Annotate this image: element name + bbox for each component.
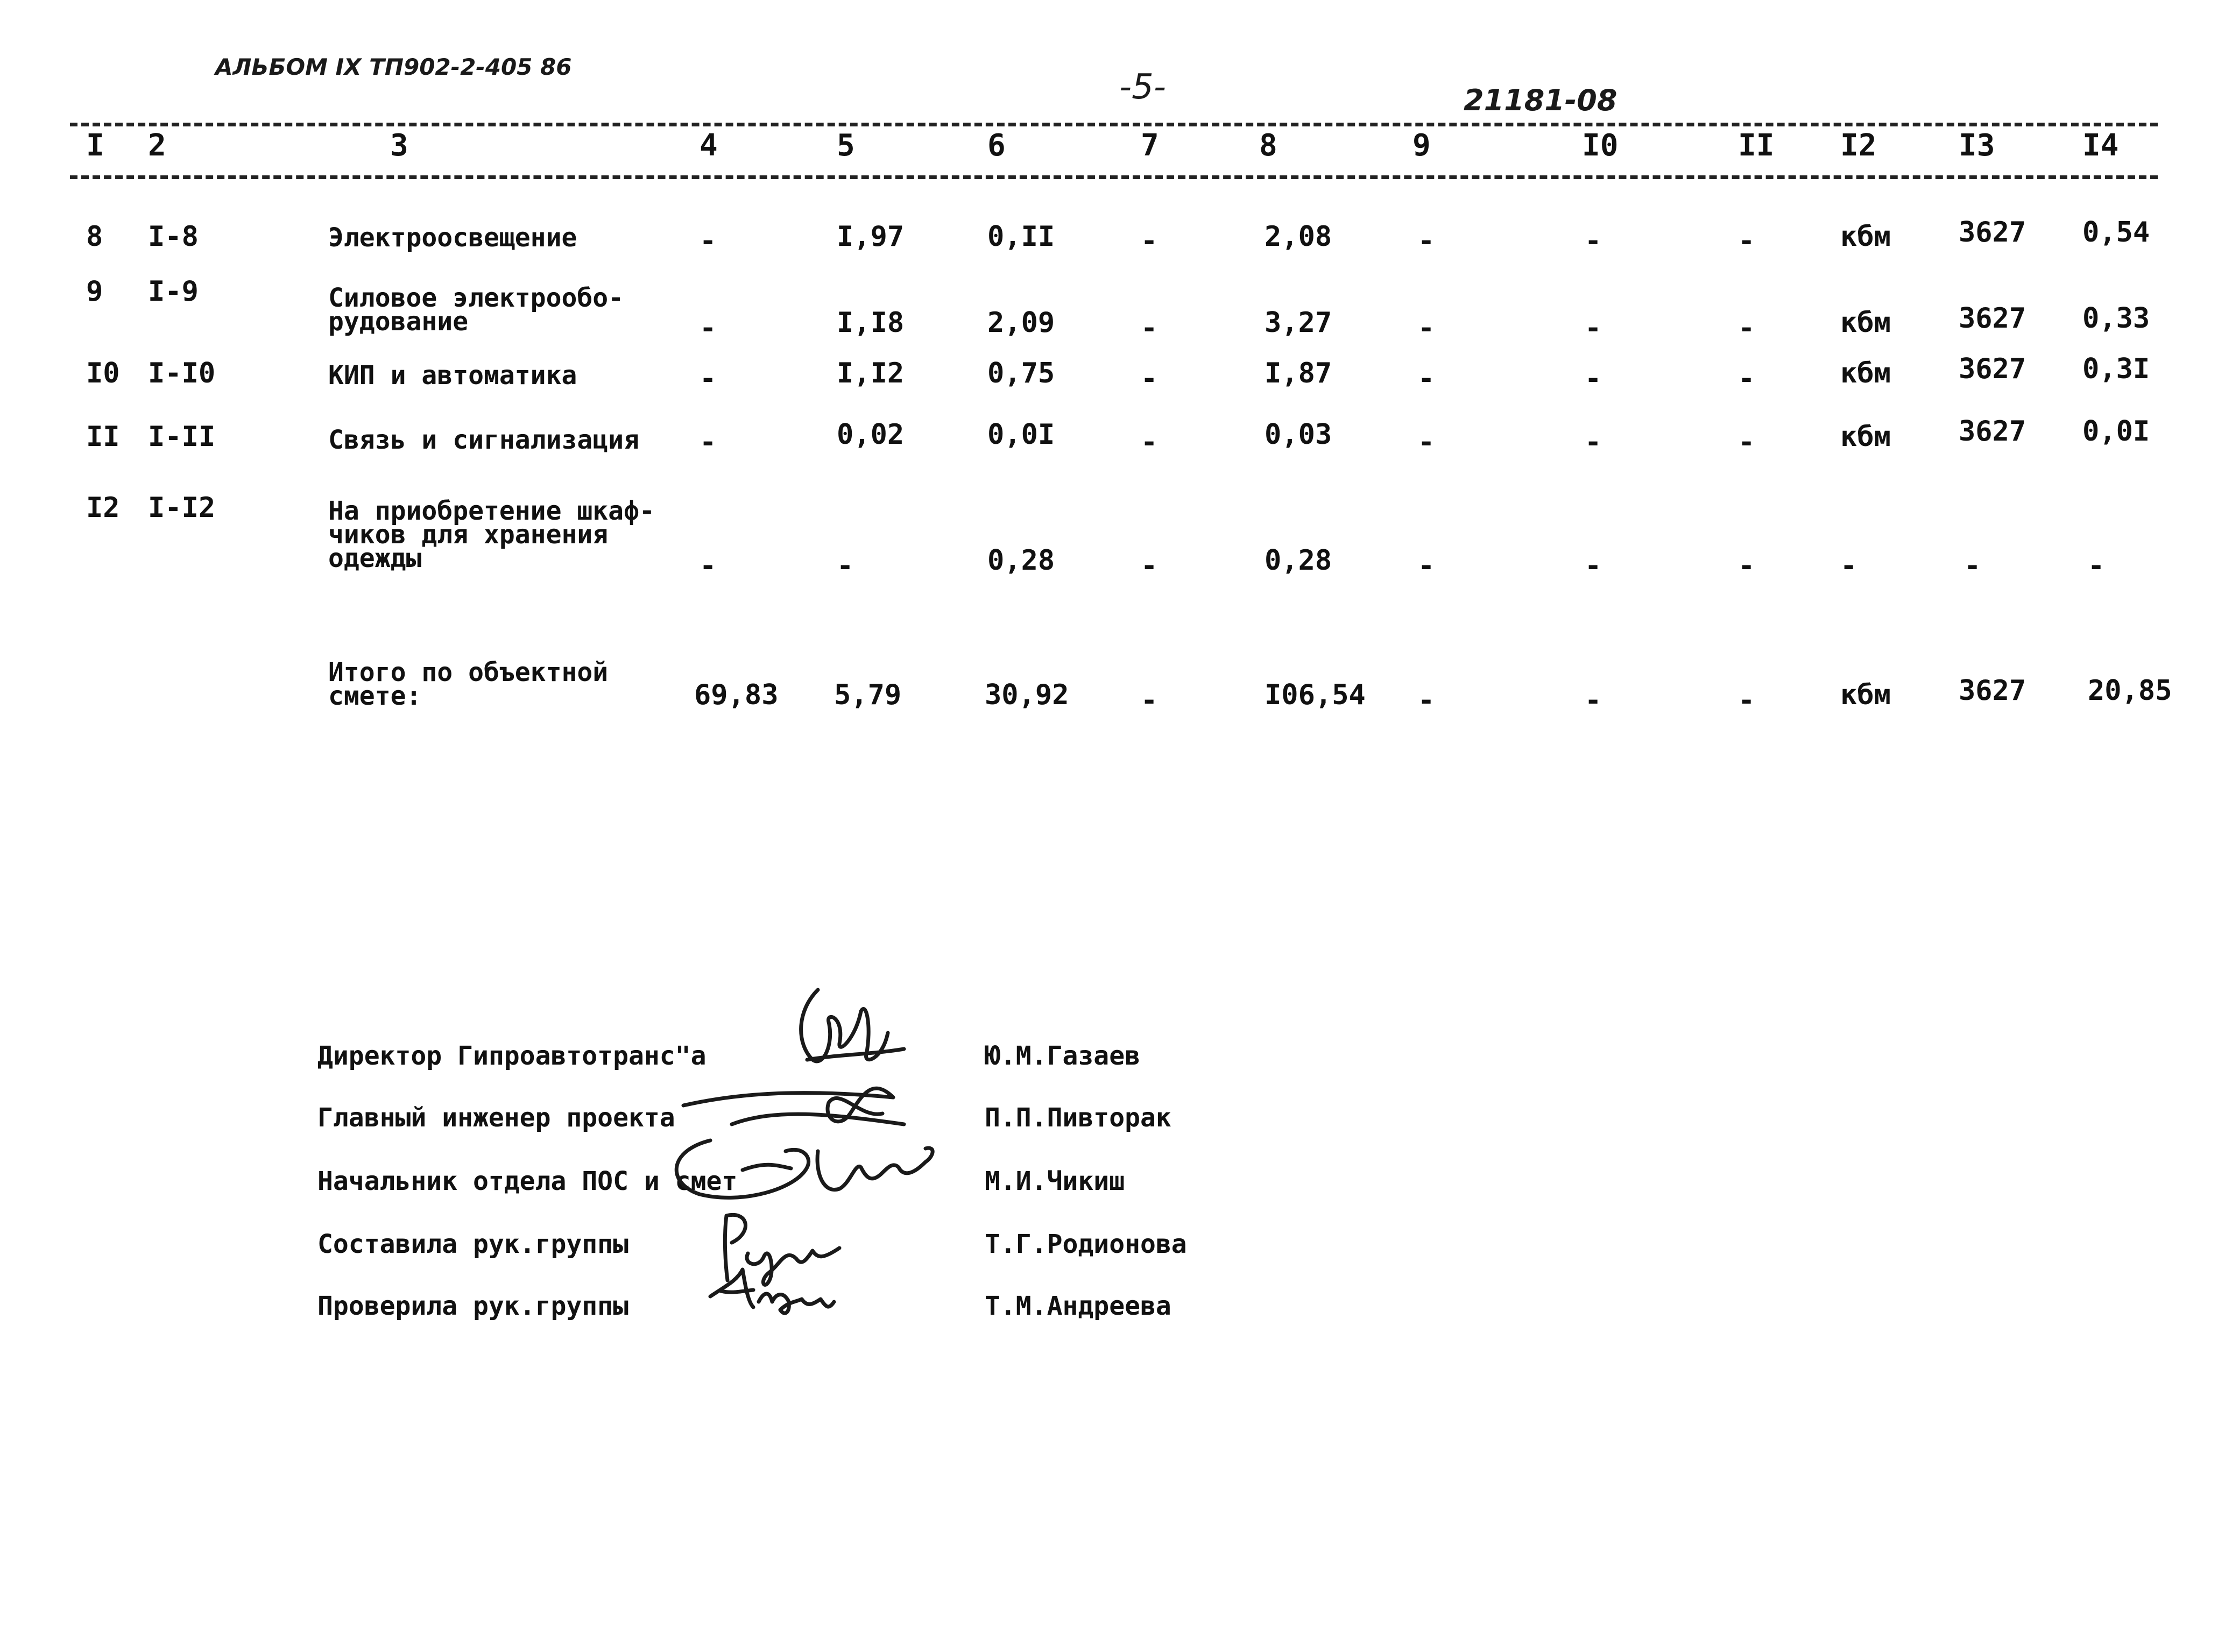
row-value: -	[1738, 312, 1755, 344]
total-value: -	[1418, 684, 1435, 717]
signature-stroke	[807, 1049, 904, 1060]
row-value: -	[1585, 426, 1602, 458]
signature-name: Т.Г.Родионова	[985, 1229, 1187, 1259]
row-value: -	[1738, 550, 1755, 582]
row-value: -	[700, 312, 717, 344]
total-label: Итого по объектной смете:	[328, 657, 609, 711]
row-value: 0,3I	[2082, 353, 2150, 385]
signature-stroke	[743, 1165, 791, 1170]
row-value: 0,54	[2082, 216, 2150, 249]
total-value: 30,92	[985, 679, 1069, 711]
row-value: -	[1418, 225, 1435, 257]
header-bottom-rule	[70, 175, 2158, 179]
signature-stroke	[759, 1294, 834, 1313]
signature-role: Директор Гипроавтотранс"а	[317, 1041, 707, 1071]
row-name: Силовое электрообо- рудование	[328, 283, 624, 337]
row-value: -	[700, 426, 717, 458]
signature-stroke	[817, 1148, 933, 1189]
row-code: I-I0	[148, 357, 216, 389]
row-value: 0,75	[987, 357, 1055, 389]
signature-name: Т.М.Андреева	[985, 1291, 1171, 1321]
row-unit: кбм	[1840, 357, 1891, 389]
row-value: 0,02	[837, 419, 905, 451]
row-value: -	[700, 363, 717, 395]
row-value: -	[1418, 426, 1435, 458]
page-number: -5-	[1119, 67, 1166, 107]
signature-role: Составила рук.группы	[317, 1229, 628, 1259]
column-header: 5	[837, 128, 855, 163]
row-number: 9	[86, 275, 103, 308]
row-value: -	[1418, 363, 1435, 395]
album-reference: АЛЬБОМ IX ТП902-2-405 86	[215, 54, 572, 80]
signature-role: Проверила рук.группы	[317, 1291, 628, 1321]
signature-name: М.И.Чикиш	[985, 1166, 1125, 1196]
row-value: I,I2	[837, 357, 905, 389]
total-value: 20,85	[2088, 675, 2172, 707]
column-header: 8	[1259, 128, 1277, 163]
column-header: I0	[1582, 128, 1619, 163]
row-value: -	[1141, 550, 1158, 582]
row-code: I-I2	[148, 492, 216, 524]
total-value: 69,83	[694, 679, 779, 711]
row-value: 3627	[1959, 415, 2026, 448]
column-header: 3	[390, 128, 408, 163]
total-value: I06,54	[1265, 679, 1366, 711]
row-unit: кбм	[1840, 421, 1891, 453]
row-unit: -	[1840, 550, 1857, 582]
row-value: -	[1418, 550, 1435, 582]
row-value: 3627	[1959, 302, 2026, 335]
row-number: II	[86, 421, 120, 453]
row-value: 0,0I	[987, 419, 1055, 451]
row-value: 2,09	[987, 307, 1055, 339]
row-number: I0	[86, 357, 120, 389]
signature-name: П.П.Пивторак	[985, 1103, 1171, 1133]
signature-stroke	[801, 990, 888, 1061]
total-value: -	[1738, 684, 1755, 717]
row-value: 0,28	[987, 544, 1055, 577]
row-unit: кбм	[1840, 221, 1891, 253]
row-value: -	[1585, 550, 1602, 582]
column-header: I4	[2082, 128, 2119, 163]
row-value: -	[1141, 225, 1158, 257]
row-value: -	[837, 550, 854, 582]
row-value: -	[700, 550, 717, 582]
row-value: -	[1738, 363, 1755, 395]
column-header: I3	[1959, 128, 1995, 163]
signature-role: Начальник отдела ПОС и смет	[317, 1166, 738, 1196]
row-value: -	[1585, 363, 1602, 395]
row-value: -	[1141, 426, 1158, 458]
total-unit: кбм	[1840, 679, 1891, 711]
row-value: -	[1418, 312, 1435, 344]
row-name: Связь и сигнализация	[328, 425, 639, 455]
row-number: I2	[86, 492, 120, 524]
document-number: 21181-08	[1464, 83, 1617, 117]
column-header: 4	[700, 128, 718, 163]
row-value: I,97	[837, 221, 905, 253]
row-code: I-8	[148, 221, 199, 253]
signature-stroke	[710, 1270, 753, 1307]
row-value: -	[1738, 225, 1755, 257]
signature-role: Главный инженер проекта	[317, 1103, 675, 1133]
header-top-rule	[70, 123, 2158, 126]
row-value: 2,08	[1265, 221, 1332, 253]
row-value: -	[1738, 426, 1755, 458]
row-name: Электроосвещение	[328, 223, 577, 253]
row-value: I,I8	[837, 307, 905, 339]
row-name: КИП и автоматика	[328, 360, 577, 391]
row-value: 0,II	[987, 221, 1055, 253]
column-header: 7	[1141, 128, 1159, 163]
row-value: -	[1585, 312, 1602, 344]
row-number: 8	[86, 221, 103, 253]
signature-name: Ю.М.Газаев	[985, 1041, 1140, 1071]
row-value: -	[700, 225, 717, 257]
signature-stroke	[683, 1088, 893, 1122]
total-value: 3627	[1959, 675, 2026, 707]
handwritten-signatures	[635, 979, 1022, 1323]
row-name: На приобретение шкаф- чиков для хранения одежды	[328, 496, 655, 573]
row-value: 0,03	[1265, 419, 1332, 451]
row-unit: кбм	[1840, 307, 1891, 339]
column-header: 2	[148, 128, 166, 163]
total-value: -	[1141, 684, 1158, 717]
row-value: -	[1964, 550, 1981, 582]
row-value: 0,33	[2082, 302, 2150, 335]
column-header: 9	[1412, 128, 1431, 163]
row-value: -	[2088, 550, 2105, 582]
column-header: I	[86, 128, 104, 163]
column-header: I2	[1840, 128, 1877, 163]
row-code: I-9	[148, 275, 199, 308]
row-value: 3627	[1959, 353, 2026, 385]
row-value: 3,27	[1265, 307, 1332, 339]
column-header: II	[1738, 128, 1775, 163]
row-value: 3627	[1959, 216, 2026, 249]
row-code: I-II	[148, 421, 216, 453]
row-value: I,87	[1265, 357, 1332, 389]
row-value: -	[1141, 363, 1158, 395]
total-value: 5,79	[834, 679, 902, 711]
total-value: -	[1585, 684, 1602, 717]
row-value: -	[1141, 312, 1158, 344]
row-value: 0,0I	[2082, 415, 2150, 448]
row-value: 0,28	[1265, 544, 1332, 577]
column-header: 6	[987, 128, 1006, 163]
row-value: -	[1585, 225, 1602, 257]
signature-stroke	[747, 1248, 839, 1285]
